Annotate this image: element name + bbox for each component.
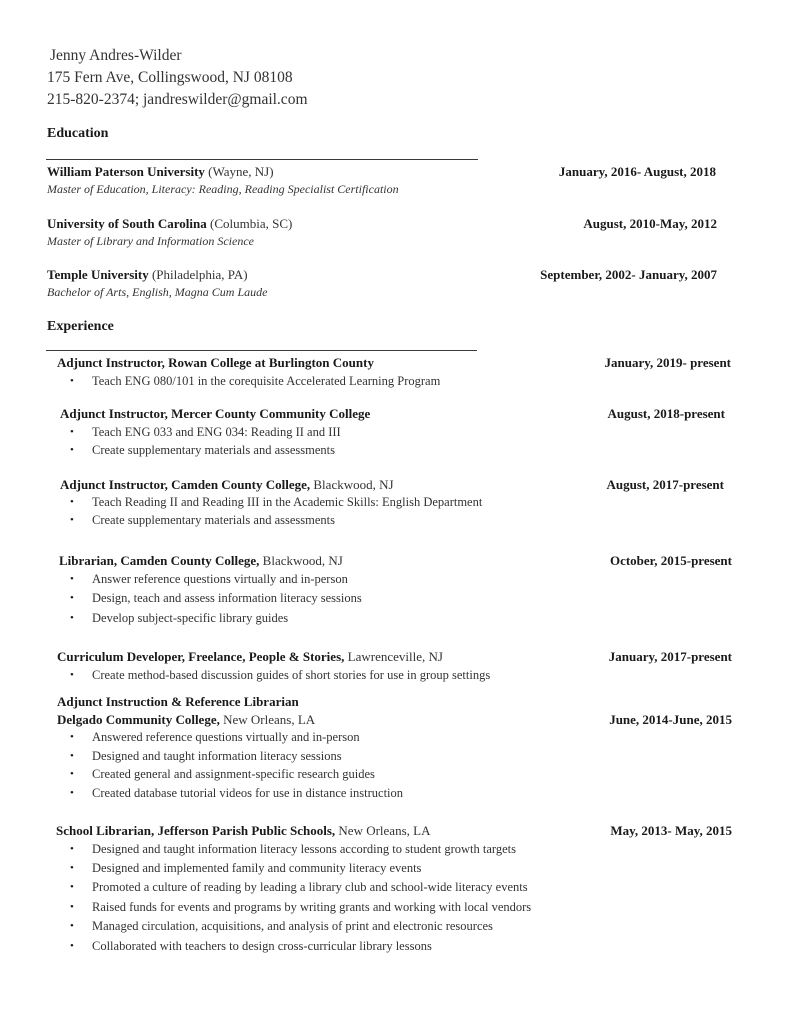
experience-item-dates: January, 2017-present bbox=[608, 649, 732, 664]
bullet-item: • Design, teach and assess information literacy sessions bbox=[70, 591, 362, 605]
bullet-item: • Answered reference questions virtually and in-person bbox=[70, 730, 360, 744]
bullet-icon: • bbox=[70, 612, 74, 624]
bullet-item: • Create method-based discussion guides of short stories for use in group settings bbox=[70, 668, 491, 682]
contact-name: Jenny Andres-Wilder bbox=[50, 47, 182, 64]
education-item-school: University of South Carolina (Columbia, SC) bbox=[47, 216, 293, 231]
bullet-item: • Create supplementary materials and assessments bbox=[70, 513, 335, 527]
contact-phone-email: 215-820-2374; jandreswilder@gmail.com bbox=[47, 91, 308, 108]
bullet-icon: • bbox=[70, 375, 74, 387]
education-item-dates: August, 2010-May, 2012 bbox=[583, 216, 717, 231]
bullet-item: • Teach ENG 080/101 in the corequisite Accelerated Learning Program bbox=[70, 374, 441, 388]
education-item-dates: January, 2016- August, 2018 bbox=[558, 164, 716, 179]
experience-item-title: Adjunct Instructor, Camden County College, Blackwood, NJ bbox=[60, 477, 394, 492]
education-item-degree: Master of Library and Information Science bbox=[47, 234, 254, 248]
contact-address: 175 Fern Ave, Collingswood, NJ 08108 bbox=[47, 69, 293, 86]
bullet-icon: • bbox=[70, 496, 74, 508]
experience-item-dates: January, 2019- present bbox=[604, 355, 731, 370]
experience-divider bbox=[46, 350, 477, 351]
experience-item-title: Curriculum Developer, Freelance, People & Stories, Lawrenceville, NJ bbox=[57, 649, 443, 664]
education-item-school: Temple University (Philadelphia, PA) bbox=[47, 267, 248, 282]
bullet-item: • Designed and taught information literacy sessions bbox=[70, 749, 342, 763]
experience-item-title-line1: Adjunct Instruction & Reference Librarian bbox=[57, 694, 299, 709]
bullet-icon: • bbox=[70, 669, 74, 681]
bullet-icon: • bbox=[70, 940, 74, 952]
experience-item-dates: August, 2017-present bbox=[606, 477, 724, 492]
education-item-degree: Master of Education, Literacy: Reading, Reading Specialist Certification bbox=[47, 182, 399, 196]
experience-item-title: Librarian, Camden County College, Blackwood, NJ bbox=[59, 553, 343, 568]
bullet-item: • Answer reference questions virtually and in-person bbox=[70, 572, 348, 586]
bullet-item: • Create supplementary materials and assessments bbox=[70, 443, 335, 457]
bullet-icon: • bbox=[70, 750, 74, 762]
bullet-item: • Created general and assignment-specific research guides bbox=[70, 767, 375, 781]
experience-item-title: Adjunct Instructor, Mercer County Community College bbox=[60, 406, 371, 421]
education-heading: Education bbox=[47, 126, 109, 141]
bullet-icon: • bbox=[70, 920, 74, 932]
education-item-degree: Bachelor of Arts, English, Magna Cum Laude bbox=[47, 285, 268, 299]
experience-item-title: School Librarian, Jefferson Parish Public Schools, New Orleans, LA bbox=[56, 823, 431, 838]
bullet-item: • Collaborated with teachers to design cross-curricular library lessons bbox=[70, 939, 432, 953]
education-divider bbox=[46, 159, 478, 160]
bullet-item: • Teach Reading II and Reading III in the Academic Skills: English Department bbox=[70, 495, 483, 509]
bullet-item: • Created database tutorial videos for use in distance instruction bbox=[70, 786, 404, 800]
bullet-item: • Promoted a culture of reading by leading a library club and school-wide literacy events bbox=[70, 880, 528, 894]
experience-item-title: Delgado Community College, New Orleans, LA bbox=[57, 712, 316, 727]
bullet-icon: • bbox=[70, 426, 74, 438]
bullet-icon: • bbox=[70, 514, 74, 526]
bullet-icon: • bbox=[70, 731, 74, 743]
bullet-icon: • bbox=[70, 573, 74, 585]
bullet-icon: • bbox=[70, 843, 74, 855]
experience-item-dates: June, 2014-June, 2015 bbox=[609, 712, 732, 727]
bullet-icon: • bbox=[70, 444, 74, 456]
bullet-item: • Teach ENG 033 and ENG 034: Reading II and III bbox=[70, 425, 341, 439]
bullet-icon: • bbox=[70, 881, 74, 893]
bullet-icon: • bbox=[70, 862, 74, 874]
bullet-item: • Managed circulation, acquisitions, and analysis of print and electronic resources bbox=[70, 919, 493, 933]
bullet-item: • Develop subject-specific library guides bbox=[70, 611, 289, 625]
experience-item-dates: October, 2015-present bbox=[609, 553, 732, 568]
bullet-item: • Designed and implemented family and community literacy events bbox=[70, 861, 422, 875]
bullet-icon: • bbox=[70, 901, 74, 913]
bullet-icon: • bbox=[70, 787, 74, 799]
bullet-item: • Raised funds for events and programs by writing grants and working with local vendors bbox=[70, 900, 532, 914]
bullet-item: • Designed and taught information literacy lessons according to student growth targets bbox=[70, 842, 516, 856]
education-item-school: William Paterson University (Wayne, NJ) bbox=[47, 164, 274, 179]
education-item-dates: September, 2002- January, 2007 bbox=[540, 267, 717, 282]
experience-item-dates: August, 2018-present bbox=[607, 406, 725, 421]
experience-heading: Experience bbox=[47, 319, 114, 334]
experience-item-title: Adjunct Instructor, Rowan College at Burlington County bbox=[57, 355, 374, 370]
bullet-icon: • bbox=[70, 592, 74, 604]
experience-item-dates: May, 2013- May, 2015 bbox=[610, 823, 732, 838]
bullet-icon: • bbox=[70, 768, 74, 780]
